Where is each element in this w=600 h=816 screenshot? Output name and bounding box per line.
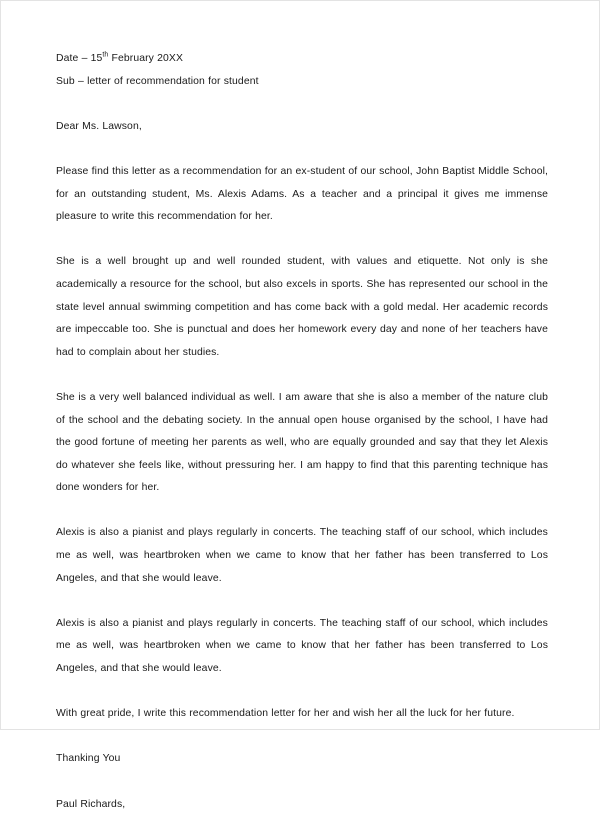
spacer [56, 771, 548, 794]
letter-body [56, 48, 548, 816]
spacer [56, 138, 548, 161]
date-line [56, 48, 548, 71]
spacer [56, 500, 548, 523]
signature-name: Paul Richards, [56, 798, 126, 810]
paragraph-5: Alexis is also a pianist and plays regularly in concerts. The teaching staff of our school, which includes me as well, was heartbroken when we came to know that her father has been transferred to Los Angeles, and that she would leave. [56, 617, 548, 675]
date-rest: February 20XX [108, 53, 184, 64]
spacer [56, 93, 548, 116]
date-ordinal-suffix: th [102, 51, 109, 59]
closing-statement: With great pride, I write this recommendation letter for her and wish her all the luck for her future. [56, 708, 515, 720]
spacer [56, 726, 548, 749]
spacer [56, 681, 548, 704]
paragraph-3: She is a very well balanced individual as well. I am aware that she is also a member of the nature club of the school and the debating society. In the annual open house organised by the school, I have had the good fortune of meeting her parents as well, who are equally grounded and say that they let Alexis do whatever she feels like, without pressuring her. I am happy to find that this parenting technique has done wonders for her. [56, 391, 548, 494]
spacer [56, 364, 548, 387]
spacer [56, 590, 548, 613]
salutation: Dear Ms. Lawson, [56, 120, 142, 132]
paragraph-4: Alexis is also a pianist and plays regularly in concerts. The teaching staff of our school, which includes me as well, was heartbroken when we came to know that her father has been transferred to Los Angeles, and that she would leave. [56, 527, 548, 584]
spacer [56, 229, 548, 252]
sign-off: Thanking You [56, 753, 121, 765]
date-prefix: Date – 15 [56, 53, 103, 64]
paragraph-2: She is a well brought up and well rounded student, with values and etiquette. Not only is she academically a resource for the school, but also excels in sports. She has represented our school in the state level annual swimming competition and has come back with a gold medal. Her academic records are impeccable too. She is punctual and does her homework every day and none of her teachers have had to complain about her studies. [56, 256, 548, 358]
paragraph-1: Please find this letter as a recommendation for an ex-student of our school, John Baptist Middle School, for an outstanding student, Ms. Alexis Adams. As a teacher and a principal it gives me immense pleasure to write this recommendation for her. [56, 165, 548, 223]
subject-line: Sub – letter of recommendation for student [56, 75, 259, 87]
